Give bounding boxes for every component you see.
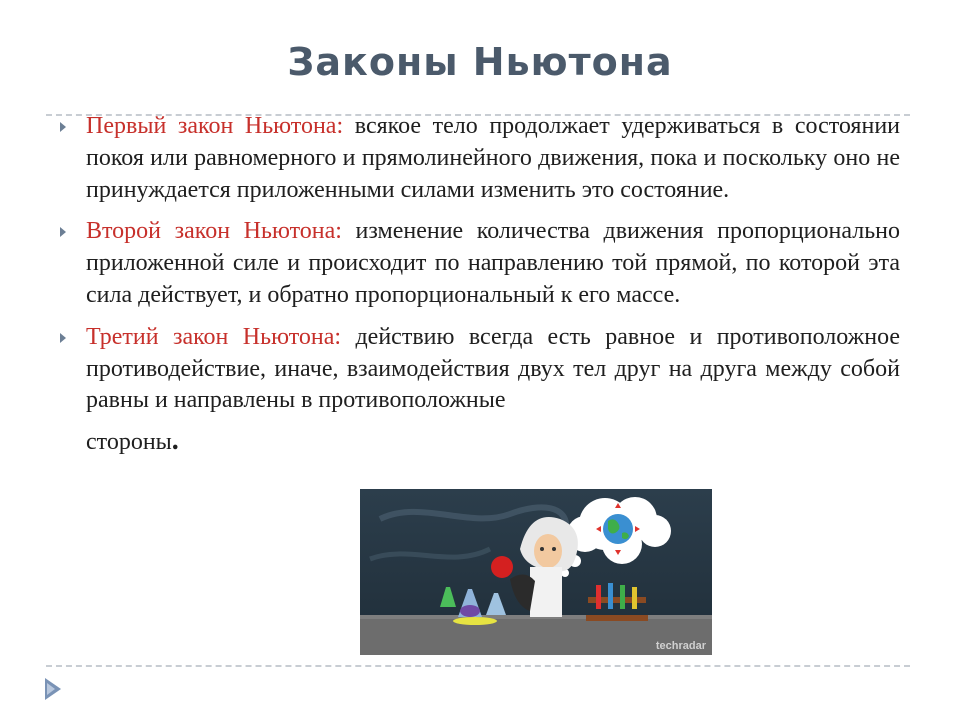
law-name: Первый закон Ньютона: bbox=[86, 113, 344, 139]
law-name: Третий закон Ньютона: bbox=[86, 323, 342, 350]
newton-illustration bbox=[360, 489, 712, 655]
laws-list bbox=[58, 111, 900, 469]
law-text-ending: стороны bbox=[86, 429, 172, 456]
law-item-second bbox=[58, 216, 900, 311]
law-item-third bbox=[58, 322, 900, 459]
bottom-divider bbox=[46, 665, 910, 667]
triangle-bullet-icon bbox=[60, 122, 66, 132]
law-text-period: . bbox=[171, 425, 179, 457]
law-text: действию всегда есть равное и противоположное противодействие, иначе, взаимодействия двух тел друг на друга между собой равны и направлены в противоположные bbox=[86, 323, 901, 414]
slide-title: Законы Ньютона bbox=[287, 40, 673, 84]
next-slide-arrow-icon[interactable] bbox=[45, 678, 61, 700]
law-name: Второй закон Ньютона: bbox=[86, 218, 342, 245]
triangle-bullet-icon bbox=[60, 333, 66, 343]
law-item-first bbox=[58, 111, 900, 206]
law-text: изменение количества движения пропорционально приложенной силе и происходит по направлению той прямой, по которой эта сила действует, и обратно пропорциональный к его массе. bbox=[86, 218, 900, 308]
triangle-bullet-icon bbox=[60, 227, 66, 237]
law-text: всякое тело продолжает удерживаться в состоянии покоя или равномерного и прямолинейного движения, пока и поскольку оно не принуждается приложенными силами изменить это состояние. bbox=[86, 113, 901, 203]
image-watermark: techradar bbox=[655, 640, 706, 652]
apple-icon bbox=[491, 556, 513, 578]
